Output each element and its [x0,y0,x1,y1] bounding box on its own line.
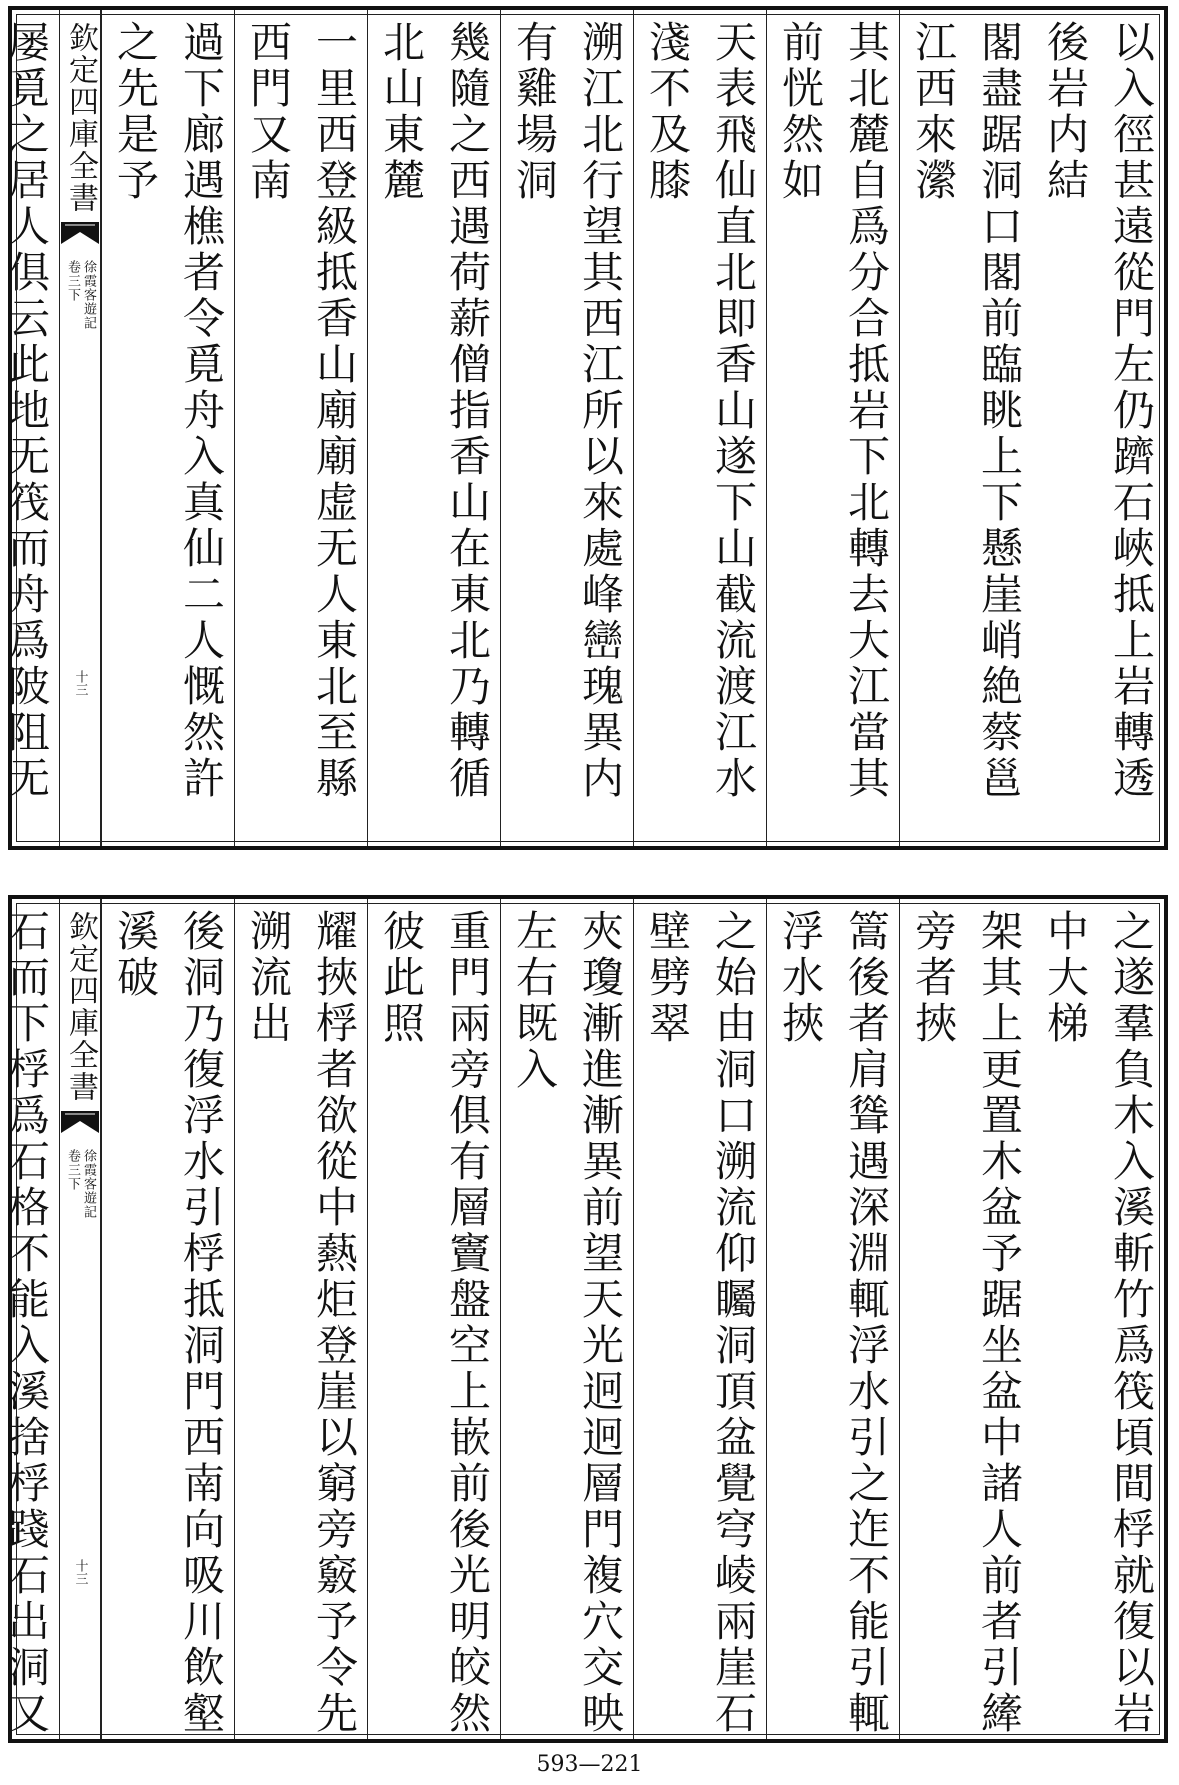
volume-label: 卷三下 [65,260,80,302]
text-column: 之始由洞口溯流仰矚洞頂盆覺穹崚兩崖石壁劈翠 [633,899,766,1739]
page-id-footer: 593—221 [536,1752,643,1777]
series-title: 欽定四庫全書 [63,911,98,1103]
text-column: 篙後者肩聳遇深淵輒浮水引之迮不能引輒浮水挾 [766,899,899,1739]
leaf-number: 十三 [72,670,88,696]
text-column: 夾瓊漸進漸異前望天光迥迥層門複穴交映左右既入 [500,899,633,1739]
series-title: 欽定四庫全書 [63,22,98,214]
heart-subtitle [65,260,95,330]
text-column: 其北麓自爲分合抵岩下北轉去大江當其前恍然如 [766,10,899,846]
text-column: 幾隨之西遇荷薪僧指香山在東北乃轉循北山東麓 [367,10,500,846]
leaf-number: 十三 [72,1559,88,1585]
text-column: 一里西登級抵香山廟廟虚无人東北至縣西門又南 [234,10,367,846]
text-column: 石而下桴爲石格不能入溪捨桴踐石出洞又 [0,899,59,1739]
fish-tail-icon [61,222,99,244]
page-heart [59,10,101,846]
fish-tail-icon [61,1111,99,1133]
book-title: 徐霞客遊記 [81,1149,96,1219]
text-column: 耀挾桴者欲從中爇炬登崖以窮旁竅予令先溯流出 [234,899,367,1739]
text-column: 閣盡踞洞口閣前臨眺上下懸崖峭絶蔡邕江西來瀠 [899,10,1032,846]
text-column: 以入徑甚遠從門左仍躋石峽抵上岩轉透後岩内結 [1041,20,1156,802]
book-title: 徐霞客遊記 [81,260,96,330]
text-column: 過下廊遇樵者令覓舟入真仙二人慨然許之先是予 [101,10,234,846]
text-column: 溯江北行望其西江所以來處峰巒瑰異内有雞場洞 [500,10,633,846]
text-column: 後洞乃復浮水引桴抵洞門西南向吸川飲壑溪破 [101,899,234,1739]
text-column: 重門兩旁俱有層竇盤空上嵌前後光明皎然彼此照 [367,899,500,1739]
volume-label: 卷三下 [65,1149,80,1191]
heart-subtitle [65,1149,95,1219]
text-column: 之遂羣負木入溪斬竹爲筏頃間桴就復以岩中大梯 [1041,909,1156,1737]
text-column: 天表飛仙直北即香山遂下山截流渡江水淺不及膝 [633,10,766,846]
page-bottom [2,895,1168,1743]
page-top [2,6,1168,850]
text-column: 屡覓之居人俱云此地无筏而舟爲陂阻无 [0,10,59,846]
page-heart [59,899,101,1739]
text-column: 架其上更置木盆予踞坐盆中諸人前者引縴旁者挾 [899,899,1032,1739]
